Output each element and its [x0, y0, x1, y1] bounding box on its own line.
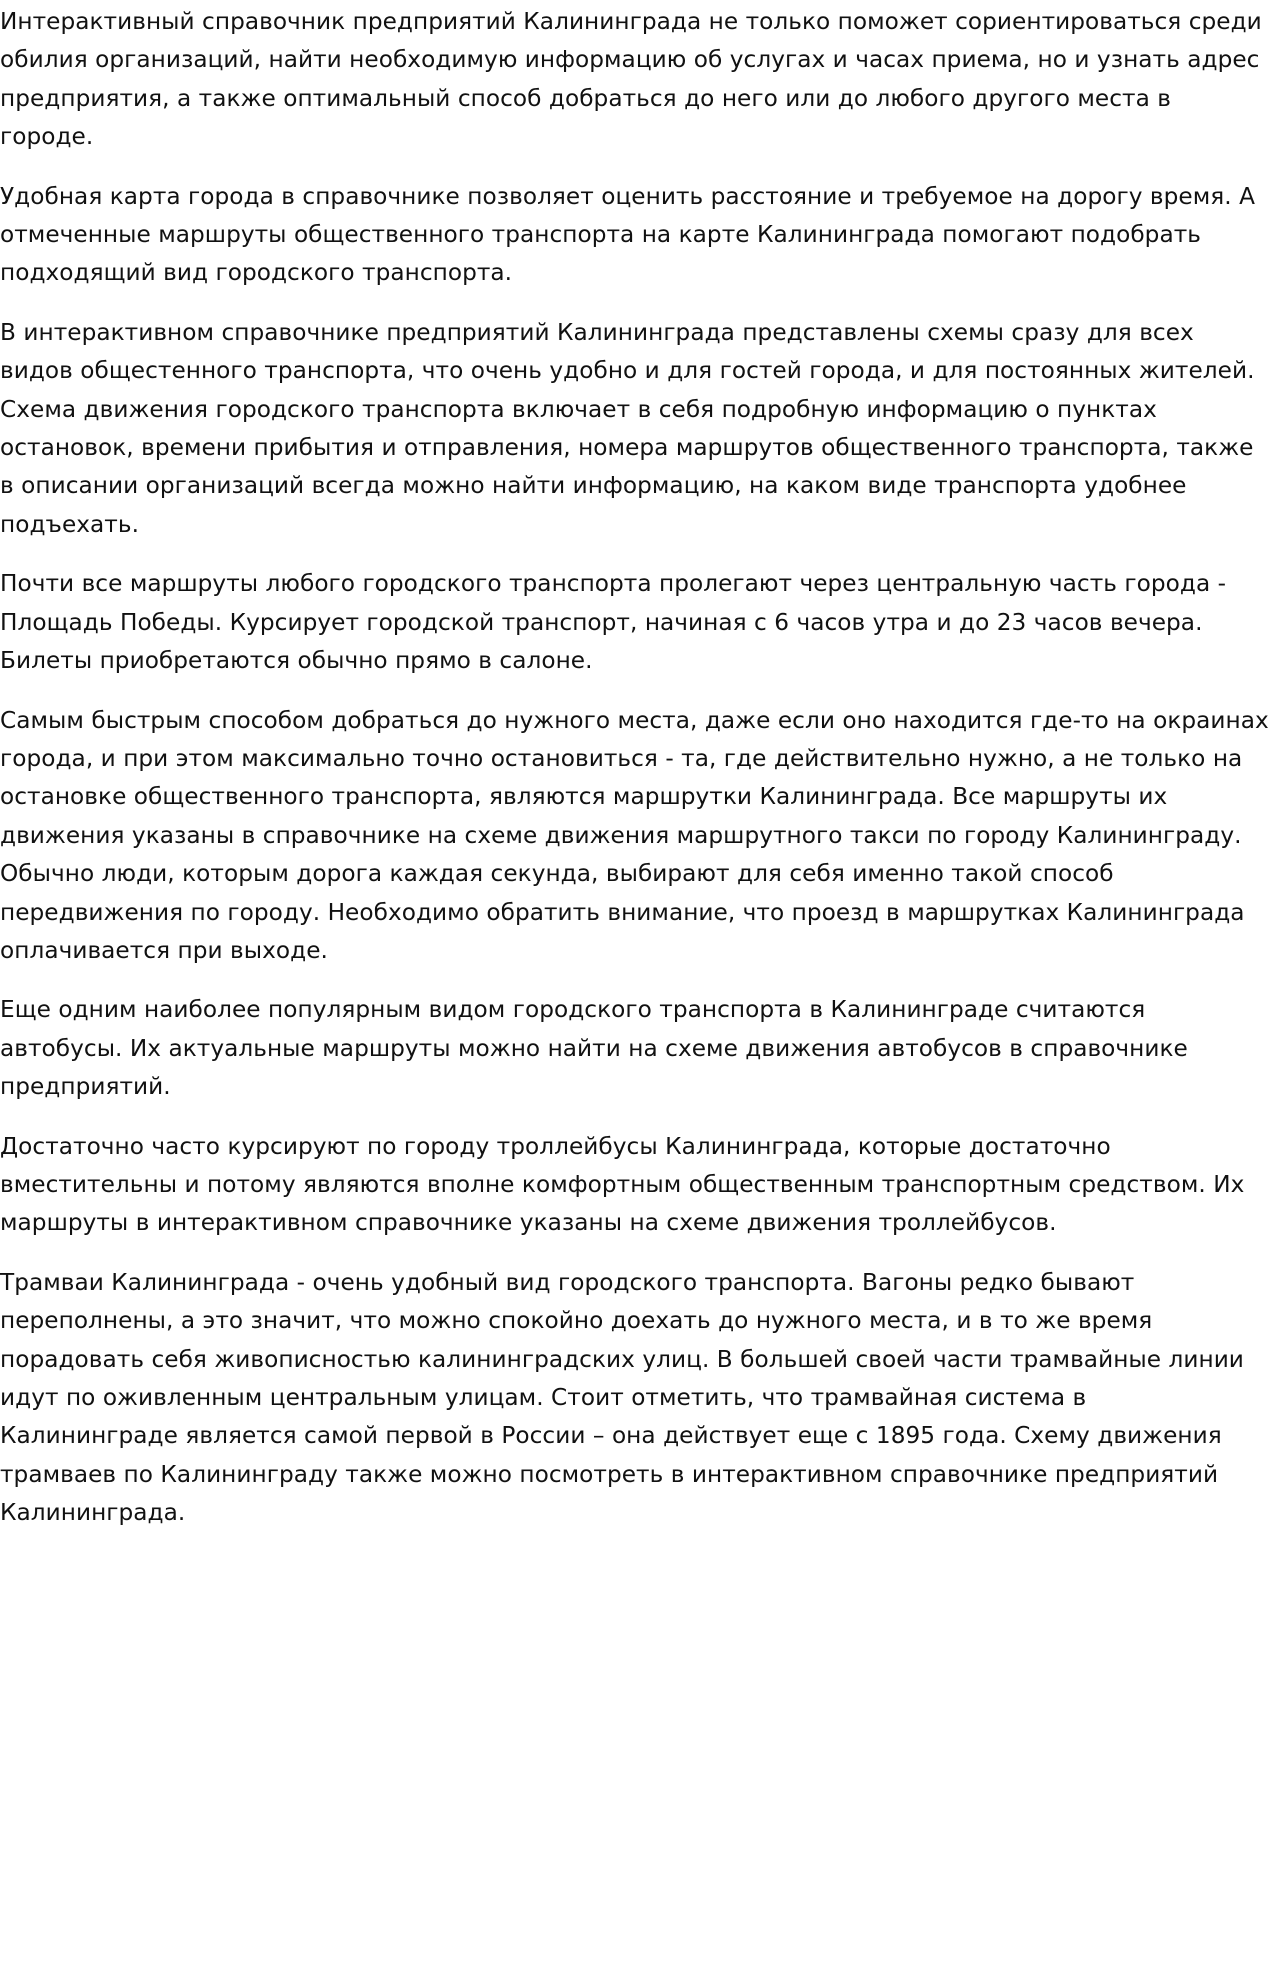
paragraph-transport-schemes: В интерактивном справочнике предприятий Калининграда представлены схемы сразу для всех видов общестенного транспорта, что очень удобно и для гостей города, и для постоянных жителей. Схема движения городского транспорта включает в себя подробную информацию о пунктах остановок, времени прибытия и отправления, номера маршрутов общественного транспорта, также в описании организаций всегда можно найти информацию, на каком виде транспорта удобнее подъехать. — [0, 318, 1255, 538]
paragraph-buses: Еще одним наиболее популярным видом городского транспорта в Калининграде считаются автобусы. Их актуальные маршруты можно найти на схеме движения автобусов в справочнике предприятий. — [0, 996, 1188, 1101]
paragraph-trams: Трамваи Калининграда - очень удобный вид городского транспорта. Вагоны редко бывают переполнены, а это значит, что можно спокойно доехать до нужного места, и в то же время порадовать себя живописностью калининградских улиц. В большей своей части трамвайные линии идут по оживленным центральным улицам. Стоит отметить, что трамвайная система в Калининграде является самой первой в России – она действует еще с 1895 года. Схему движения трамваев по Калининграду также можно посмотреть в интерактивном справочнике предприятий Калининграда. — [0, 1268, 1244, 1527]
paragraph-minibuses: Самым быстрым способом добраться до нужного места, даже если оно находится где-то на окраинах города, и при этом максимально точно остановиться - та, где действительно нужно, а не только на остановке общественного транспорта, являются маршрутки Калининграда. Все маршруты их движения указаны в справочнике на схеме движения маршрутного такси по городу Калининграду. Обычно люди, которым дорога каждая секунда, выбирают для себя именно такой способ передвижения по городу. Необходимо обратить внимание, что проезд в маршрутках Калининграда оплачивается при выходе. — [0, 706, 1269, 964]
article-body — [0, 3, 1270, 1533]
paragraph-intro: Интерактивный справочник предприятий Калининграда не только поможет сориентироваться среди обилия организаций, найти необходимую информацию об услугах и часах приема, но и узнать адрес предприятия, а также оптимальный способ добраться до него или до любого другого места в городе. — [0, 8, 1262, 151]
paragraph-city-map: Удобная карта города в справочнике позволяет оценить расстояние и требуемое на дорогу время. А отмеченные маршруты общественного транспорта на карте Калининграда помогают подобрать подходящий вид городского транспорта. — [0, 182, 1255, 287]
paragraph-trolleybuses: Достаточно часто курсируют по городу троллейбусы Калининграда, которые достаточно вместительны и потому являются вполне комфортным общественным транспортным средством. Их маршруты в интерактивном справочнике указаны на схеме движения троллейбусов. — [0, 1132, 1245, 1237]
paragraph-routes-center: Почти все маршруты любого городского транспорта пролегают через центральную часть города - Площадь Победы. Курсирует городской транспорт, начиная с 6 часов утра и до 23 часов вечера. Билеты приобретаются обычно прямо в салоне. — [0, 570, 1227, 675]
